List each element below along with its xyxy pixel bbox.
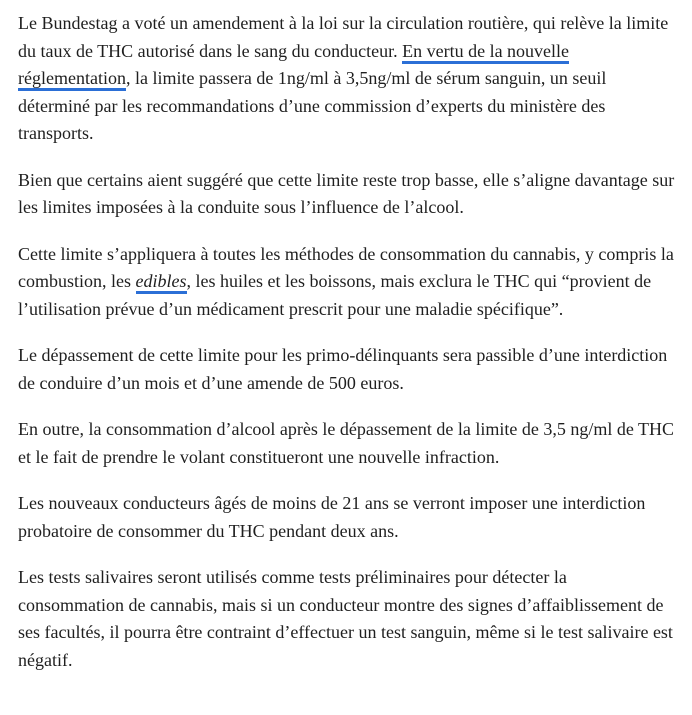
regulation-link[interactable]: En vertu de la nouvelle réglementation <box>18 41 569 92</box>
paragraph-4: Le dépassement de cette limite pour les primo-délinquants sera passible d’une interdiction de conduire d’un mois et d’une amende de 500 euros. <box>18 345 668 393</box>
paragraph-3-text-before: Cette limite s’appliquera à toutes les méthodes de consommation du cannabis, y compris la combustion, les <box>18 243 674 291</box>
paragraph-2: Bien que certains aient suggéré que cette limite reste trop basse, elle s’aligne davantage sur les limites imposées à la conduite sous l’influence de l’alcool. <box>18 169 675 217</box>
paragraph-1-text-after: , la limite passera de 1ng/ml à 3,5ng/ml de sérum sanguin, un seuil déterminé par les recommandations d’une commission d’experts du ministère des transports. <box>18 68 607 143</box>
paragraph-7: Les tests salivaires seront utilisés comme tests préliminaires pour détecter la consommation de cannabis, mais si un conducteur montre des signes d’affaiblissement de ses facultés, il pourra être contraint d’effectuer un test sanguin, même si le test salivaire est négatif. <box>18 567 673 670</box>
paragraph-5: En outre, la consommation d’alcool après le dépassement de la limite de 3,5 ng/ml de THC et le fait de prendre le volant constitueront une nouvelle infraction. <box>18 419 674 467</box>
paragraph-3 <box>18 241 676 324</box>
paragraph-1 <box>18 10 676 148</box>
edibles-link[interactable]: edibles <box>136 271 187 294</box>
paragraph-3-text-after: , les huiles et les boissons, mais exclura le THC qui “provient de l’utilisation prévue d’un médicament prescrit pour une maladie spécifique”. <box>18 271 652 319</box>
paragraph-1-text-before: Le Bundestag a voté un amendement à la loi sur la circulation routière, qui relève la limite du taux de THC autorisé dans le sang du conducteur. <box>18 13 669 61</box>
paragraph-6: Les nouveaux conducteurs âgés de moins de 21 ans se verront imposer une interdiction probatoire de consommer du THC pendant deux ans. <box>18 493 646 541</box>
